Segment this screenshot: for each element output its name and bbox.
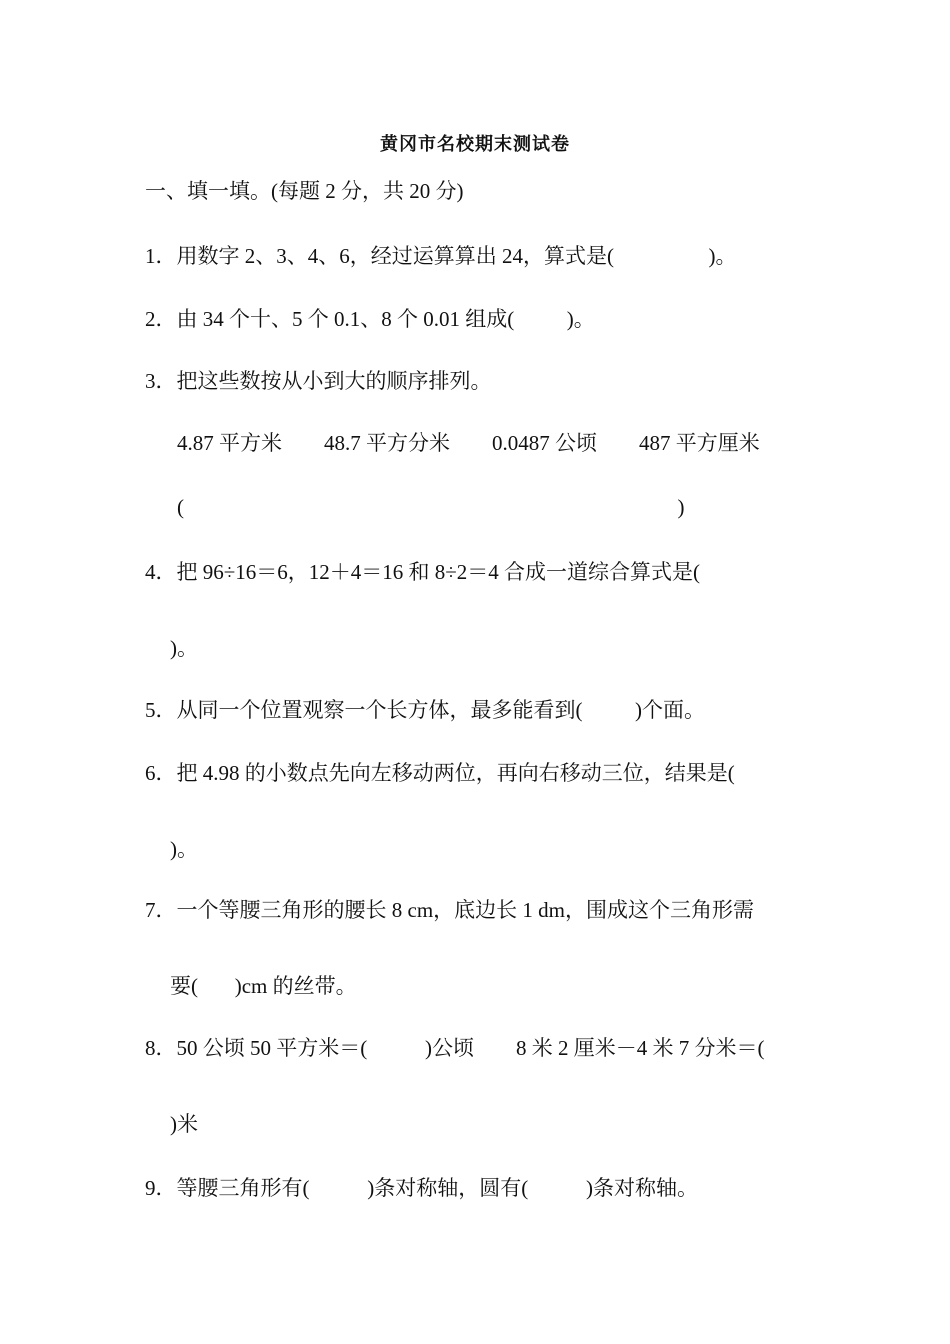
question-8-continued: )米 <box>170 1112 198 1136</box>
section-heading: 一、填一填。(每题 2 分，共 20 分) <box>145 179 464 203</box>
question-2: 2．由 34 个十、5 个 0.1、8 个 0.01 组成( )。 <box>145 307 595 331</box>
question-3-answer-blank: ( ) <box>177 495 685 519</box>
question-5: 5．从同一个位置观察一个长方体，最多能看到( )个面。 <box>145 698 705 722</box>
question-4-continued: )。 <box>170 636 198 660</box>
question-4: 4．把 96÷16＝6，12＋4＝16 和 8÷2＝4 合成一道综合算式是( <box>145 560 701 584</box>
question-6: 6．把 4.98 的小数点先向左移动两位，再向右移动三位，结果是( <box>145 761 735 785</box>
question-7: 7．一个等腰三角形的腰长 8 cm，底边长 1 dm，围成这个三角形需 <box>145 898 754 922</box>
question-3-values: 4.87 平方米 48.7 平方分米 0.0487 公顷 487 平方厘米 <box>177 431 760 455</box>
question-7-continued: 要( )cm 的丝带。 <box>170 974 357 998</box>
question-6-continued: )。 <box>170 837 198 861</box>
page-title: 黄冈市名校期末测试卷 <box>380 134 570 155</box>
question-9: 9．等腰三角形有( )条对称轴，圆有( )条对称轴。 <box>145 1176 698 1200</box>
question-8: 8．50 公顷 50 平方米＝( )公顷 8 米 2 厘米－4 米 7 分米＝( <box>145 1036 765 1060</box>
question-1: 1．用数字 2、3、4、6，经过运算算出 24，算式是( )。 <box>145 244 737 268</box>
question-3: 3．把这些数按从小到大的顺序排列。 <box>145 369 492 393</box>
